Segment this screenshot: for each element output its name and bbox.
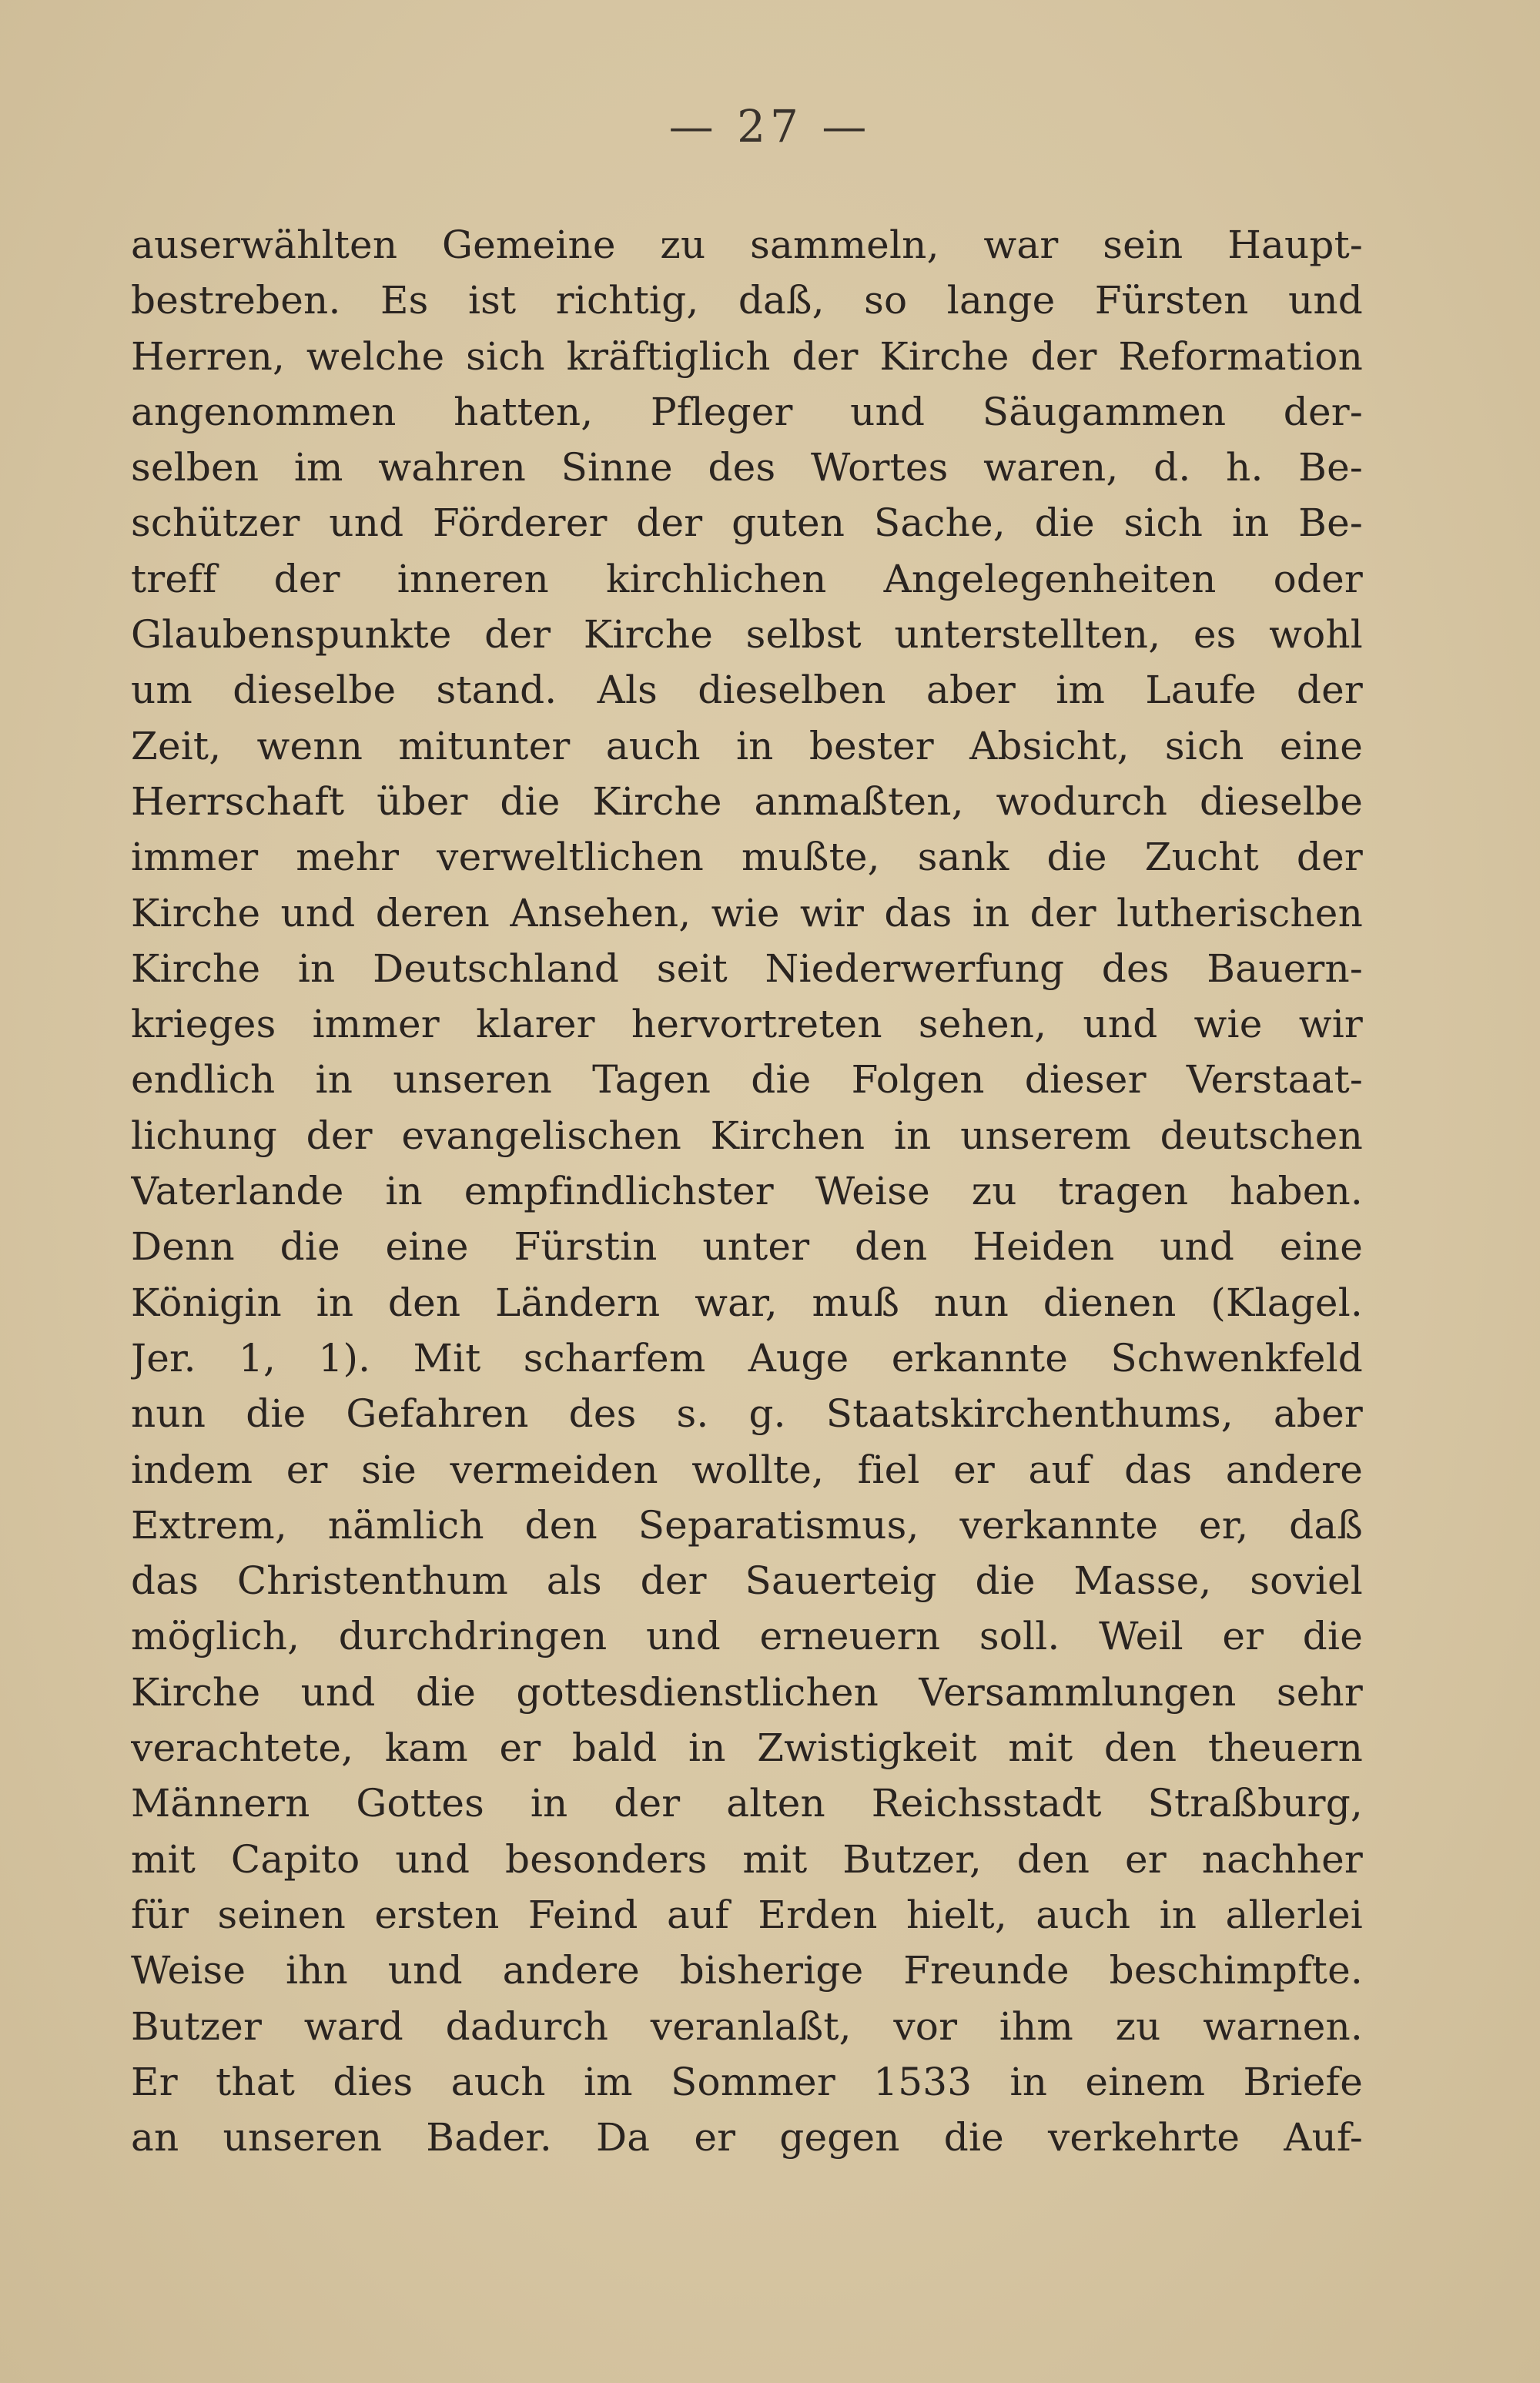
text-line: mit Capito und besonders mit Butzer, den er nachher: [131, 1836, 1363, 1882]
text-line: Männern Gottes in der alten Reichsstadt Straßburg,: [131, 1781, 1363, 1826]
text-line: Herrschaft über die Kirche anmaßten, wodurch dieselbe: [131, 778, 1363, 824]
text-line: nun die Gefahren des s. g. Staatskirchenthums, aber: [131, 1391, 1363, 1437]
text-line: Vaterlande in empfindlichster Weise zu tragen haben.: [131, 1169, 1363, 1214]
text-line: möglich, durchdringen und erneuern soll. Weil er die: [131, 1614, 1363, 1659]
text-line: Denn die eine Fürstin unter den Heiden und eine: [131, 1224, 1363, 1270]
text-line: selben im wahren Sinne des Wortes waren, d. h. Be-: [131, 445, 1363, 490]
text-line: indem er sie vermeiden wollte, fiel er auf das andere: [131, 1447, 1363, 1492]
text-line: Herren, welche sich kräftiglich der Kirche der Reformation: [131, 333, 1363, 379]
text-line: Glaubenspunkte der Kirche selbst unterstellten, es wohl: [131, 612, 1363, 658]
text-line: Weise ihn und andere bisherige Freunde beschimpfte.: [131, 1948, 1363, 1993]
page-number: — 27 —: [668, 100, 872, 152]
text-line: Königin in den Ländern war, muß nun dienen (Klagel.: [131, 1280, 1363, 1325]
text-line: verachtete, kam er bald in Zwistigkeit mit den theuern: [131, 1725, 1363, 1771]
text-line: Jer. 1, 1). Mit scharfem Auge erkannte Schwenkfeld: [131, 1335, 1363, 1381]
text-line: Zeit, wenn mitunter auch in bester Absicht, sich eine: [131, 723, 1363, 768]
text-line: lichung der evangelischen Kirchen in unserem deutschen: [131, 1113, 1363, 1158]
text-line: um dieselbe stand. Als dieselben aber im Laufe der: [131, 668, 1363, 713]
text-line: Kirche in Deutschland seit Niederwerfung des Bauern-: [131, 946, 1363, 991]
text-line: Kirche und die gottesdienstlichen Versammlungen sehr: [131, 1669, 1363, 1715]
text-line: treff der inneren kirchlichen Angelegenheiten oder: [131, 556, 1363, 601]
text-line: schützer und Förderer der guten Sache, die sich in Be-: [131, 500, 1363, 546]
text-line: immer mehr verweltlichen mußte, sank die Zucht der: [131, 835, 1363, 880]
text-line: krieges immer klarer hervortreten sehen, und wie wir: [131, 1002, 1363, 1047]
text-line: das Christenthum als der Sauerteig die Masse, soviel: [131, 1558, 1363, 1604]
text-line: an unseren Bader. Da er gegen die verkehrte Auf-: [131, 2115, 1363, 2160]
text-line: Kirche und deren Ansehen, wie wir das in der lutherischen: [131, 890, 1363, 935]
body-text: [131, 217, 1363, 2165]
text-line: auserwählten Gemeine zu sammeln, war sein Haupt-: [131, 223, 1363, 267]
text-line: für seinen ersten Feind auf Erden hielt, auch in allerlei: [131, 1892, 1363, 1937]
text-line: bestreben. Es ist richtig, daß, so lange Fürsten und: [131, 278, 1363, 323]
text-line: Butzer ward dadurch veranlaßt, vor ihm zu warnen.: [131, 2003, 1363, 2049]
text-line: Extrem, nämlich den Separatismus, verkannte er, daß: [131, 1502, 1363, 1548]
text-line: Er that dies auch im Sommer 1533 in einem Briefe: [131, 2059, 1363, 2104]
text-line: angenommen hatten, Pfleger und Säugammen der-: [131, 389, 1363, 434]
text-line: endlich in unseren Tagen die Folgen dieser Verstaat-: [131, 1057, 1363, 1103]
